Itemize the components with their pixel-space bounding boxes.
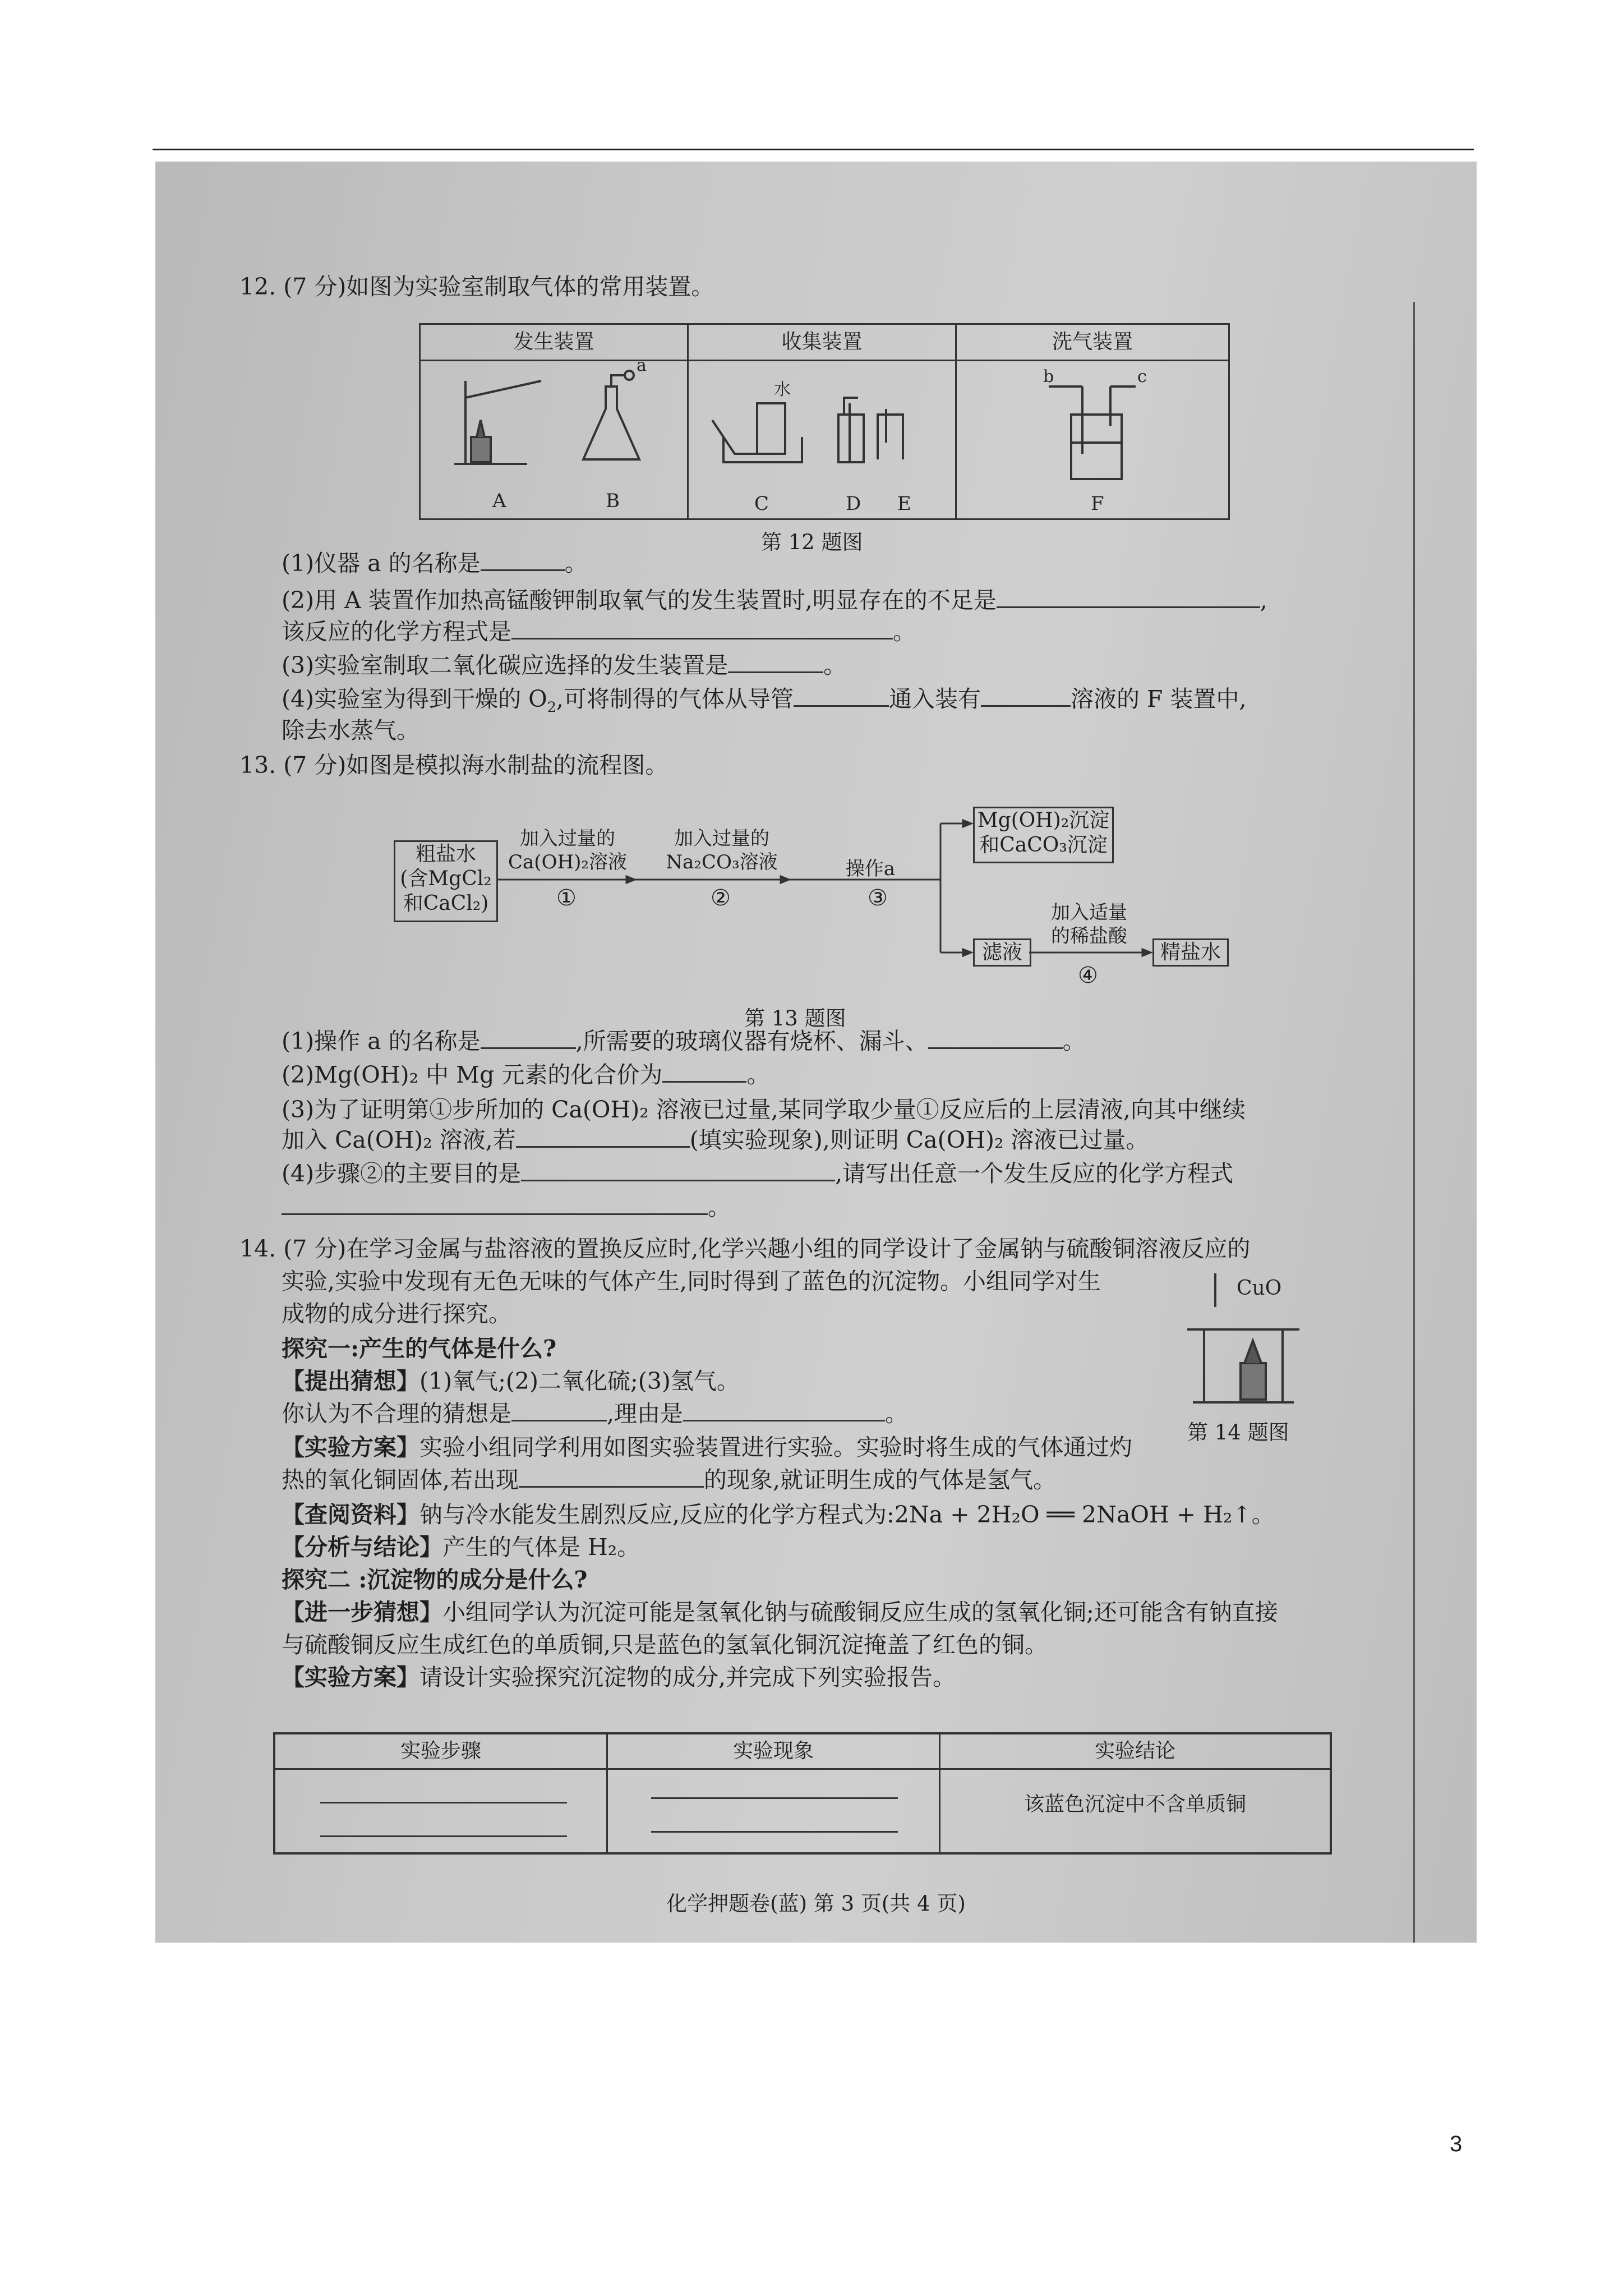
flow-step4: 加入适量 的稀盐酸 (1051, 901, 1127, 947)
report-col-conclusion: 实验结论 (1094, 1740, 1175, 1763)
q14-plan1: 实验小组同学利用如图实验装置进行实验。实验时将生成的气体通过灼 (419, 1434, 1132, 1461)
page-number: 3 (1450, 2132, 1463, 2156)
q13-p2: (2)Mg(OH)₂ 中 Mg 元素的化合价为 (282, 1061, 663, 1088)
q12-blank6 (981, 684, 1071, 707)
flow-num2: ② (711, 885, 731, 911)
q13-header: 13. (7 分)如图是模拟海水制盐的流程图。 (239, 752, 668, 779)
col-collection: 收集装置 (689, 325, 955, 361)
q12-p3: (3)实验室制取二氧化碳应选择的发生装置是 (282, 652, 728, 679)
q12-p2a: (2)用 A 装置作加热高锰酸钾制取氧气的发生装置时,明显存在的不足是 (282, 587, 997, 614)
q14-caption: 第 14 题图 (1187, 1420, 1289, 1444)
report-col-phenomena: 实验现象 (732, 1740, 814, 1763)
q13-p1b: ,所需要的玻璃仪器有烧杯、漏斗、 (575, 1028, 928, 1055)
q13-p1a: (1)操作 a 的名称是 (282, 1028, 481, 1055)
label-a: a (637, 356, 647, 375)
label-D: D (846, 493, 861, 515)
flow-num1: ① (556, 885, 577, 911)
q14-report-table (273, 1732, 1332, 1855)
q14-guess-text: (1)氧气;(2)二氧化硫;(3)氢气。 (419, 1368, 740, 1395)
report-col-steps: 实验步骤 (400, 1740, 481, 1763)
q14-plan-tag: 【实验方案】 (282, 1434, 419, 1461)
q14-plan2-text: 请设计实验探究沉淀物的成分,并完成下列实验报告。 (419, 1664, 956, 1691)
flow-num4: ④ (1078, 963, 1098, 988)
q14-g2a: 你认为不合理的猜想是 (282, 1400, 511, 1427)
q14-plan2a: 热的氧化铜固体,若出现 (282, 1466, 519, 1493)
q12-p4e: 除去水蒸气。 (282, 717, 419, 744)
label-water: 水 (774, 380, 791, 399)
margin-line (1413, 302, 1415, 1943)
label-F: F (1091, 493, 1104, 515)
q12-p4c: 通入装有 (888, 685, 981, 712)
q14-section1: 探究一:产生的气体是什么? (282, 1335, 557, 1362)
flow-start-box: 粗盐水 (含MgCl₂ 和CaCl₂) (394, 840, 498, 922)
q12-apparatus-figure (421, 325, 1228, 518)
label-cuo: CuO (1237, 1277, 1282, 1300)
q13-blank3 (662, 1060, 746, 1083)
q12-blank1 (481, 548, 565, 571)
q12-p4d: 溶液的 F 装置中, (1070, 685, 1247, 712)
flow-num3: ③ (868, 885, 888, 911)
label-A: A (492, 490, 506, 512)
q13-blank4 (516, 1125, 690, 1148)
col-washing: 洗气装置 (957, 325, 1228, 361)
q13-p3a: (3)为了证明第①步所加的 Ca(OH)₂ 溶液已过量,某同学取少量①反应后的上层清液,向其中继续 (282, 1096, 1246, 1123)
report-conclusion-text: 该蓝色沉淀中不含单质铜 (1023, 1793, 1246, 1816)
q13-blank5 (521, 1158, 835, 1181)
q14-section2: 探究二 :沉淀物的成分是什么? (282, 1566, 588, 1593)
report-blank-phen2[interactable] (651, 1831, 898, 1833)
label-B: B (606, 490, 620, 512)
q12-p4b: ,可将制得的气体从导管 (556, 685, 794, 712)
flow-step1: 加入过量的 Ca(OH)₂溶液 (508, 827, 627, 873)
q14-ana-text: 产生的气体是 H₂。 (442, 1534, 640, 1561)
label-c: c (1137, 367, 1147, 386)
q14-guess-tag: 【提出猜想】 (282, 1368, 419, 1395)
q13-p4b: ,请写出任意一个发生反应的化学方程式 (835, 1160, 1234, 1187)
col-generation: 发生装置 (421, 325, 687, 361)
q12-p4a: (4)实验室为得到干燥的 O (282, 685, 547, 712)
flow-step3: 操作a (845, 858, 896, 880)
q14-line2: 实验,实验中发现有无色无味的气体产生,同时得到了蓝色的沉淀物。小组同学对生 (282, 1268, 1101, 1295)
q12-caption: 第 12 题图 (761, 530, 863, 554)
q14-blank3 (519, 1465, 704, 1488)
label-b: b (1043, 367, 1054, 386)
q13-p4a: (4)步骤②的主要目的是 (282, 1160, 522, 1187)
q13-flow-arrows (380, 795, 1277, 975)
label-E: E (897, 493, 911, 515)
q12-blank5 (794, 684, 889, 707)
q14-blank2 (683, 1398, 885, 1421)
q14-ref-text: 钠与冷水能发生剧烈反应,反应的化学方程式为:2Na + 2H₂O ══ 2NaOH + H₂↑。 (419, 1501, 1275, 1528)
q13-p3c: (填实验现象),则证明 Ca(OH)₂ 溶液已过量。 (689, 1126, 1149, 1153)
q13-caption: 第 13 题图 (744, 1006, 846, 1030)
q14-ref-tag: 【查阅资料】 (282, 1501, 419, 1528)
report-blank-step2[interactable] (320, 1835, 567, 1837)
q13-blank6 (282, 1192, 708, 1215)
q12-blank3 (511, 616, 893, 639)
flow-precipitate-box: Mg(OH)₂沉淀 和CaCO₃沉淀 (973, 807, 1114, 863)
q14-plan2b: 的现象,就证明生成的气体是氢气。 (704, 1466, 1057, 1493)
q14-fur1: 小组同学认为沉淀可能是氢氧化钠与硫酸铜反应生成的氢氧化铜;还可能含有钠直接 (442, 1599, 1278, 1626)
q12-p1: (1)仪器 a 的名称是 (282, 550, 481, 577)
q12-blank2 (997, 585, 1260, 608)
top-rule (153, 149, 1474, 150)
report-blank-step1[interactable] (320, 1802, 567, 1803)
q12-apparatus-table (419, 323, 1230, 520)
q14-ana-tag: 【分析与结论】 (282, 1534, 442, 1561)
q14-g2b: ,理由是 (607, 1400, 684, 1427)
flow-filtrate-box: 滤液 (973, 938, 1031, 967)
q14-apparatus-figure (1182, 1262, 1305, 1408)
q14-plan2-tag: 【实验方案】 (282, 1664, 419, 1691)
q14-line3: 成物的成分进行探究。 (282, 1300, 511, 1327)
q13-p3b: 加入 Ca(OH)₂ 溶液,若 (282, 1126, 516, 1153)
report-blank-phen1[interactable] (651, 1797, 898, 1799)
exam-footer: 化学押题卷(蓝) 第 3 页(共 4 页) (666, 1892, 966, 1916)
q13-blank1 (481, 1026, 576, 1049)
q13-blank2 (928, 1026, 1063, 1049)
q14-line1: 14. (7 分)在学习金属与盐溶液的置换反应时,化学兴趣小组的同学设计了金属钠与硫酸铜溶液反应的 (239, 1235, 1251, 1262)
q14-blank1 (511, 1398, 607, 1421)
label-C: C (754, 493, 769, 515)
q12-header: 12. (7 分)如图为实验室制取气体的常用装置。 (239, 273, 714, 300)
flow-end-box: 精盐水 (1152, 938, 1229, 967)
q14-fur-tag: 【进一步猜想】 (282, 1599, 442, 1626)
q12-p2b: 该反应的化学方程式是 (282, 618, 511, 645)
flow-step2: 加入过量的 Na₂CO₃溶液 (666, 827, 778, 873)
q14-fur2: 与硫酸铜反应生成红色的单质铜,只是蓝色的氢氧化铜沉淀掩盖了红色的铜。 (282, 1631, 1048, 1658)
q12-blank4 (728, 650, 823, 673)
exam-photo: 12. (7 分)如图为实验室制取气体的常用装置。 发生装置 收集装置 洗气装置 A B a 水 C D E b c F 第 12 题图 (1)仪器 a 的名称是 。 (2)用 A 装置作加热高锰酸钾制取氧气的发生装置时,明显存在的不足是 , 该反应的化学方程式是 。 (3)实验室制取二氧化碳应选择的发生装置是 。 (4)实验室为得到干燥的 $O_2$,可将制得的气体从导管 通入装有 溶液的 F 装置中, 除去水蒸气。 13. (7 分)如图是模拟海水制盐的流程图。 粗盐水 (含MgCl₂ 和CaCl₂) 加入过量的 Ca(OH)₂溶液 ① 加入过量的 Na₂CO₃溶液 ② 操作a ③ Mg(OH)₂沉淀 和CaCO₃沉淀 滤液 加入适量 的稀盐酸 ④ 精盐水 第 13 题图 (1)操作 a 的名称是 ,所需要的玻璃仪器有烧杯、漏斗、 。 (2)Mg(OH)₂ 中 Mg 元素的化合价为 。 (3)为了证明第①步所加的 Ca(OH)₂ 溶液已过量,某同学取少量①反应后的上层清液,向其中继续 加入 Ca(OH)₂ 溶液,若 (填实验现象),则证明 Ca(OH)₂ 溶液已过量。 (4)步骤②的主要目的是 ,请写出任意一个发生反应的化学方程式 。 14. (7 分)在学习金属与盐溶液的置换反应时,化学兴趣小组的同学设计了金属钠与硫酸铜溶液反应的 实验,实验中发现有无色无味的气体产生,同时得到了蓝色的沉淀物。小组同学对生 成物的成分进行探究。 CuO 第 14 题图 探究一:产生的气体是什么? 【提出猜想】(1)氧气;(2)二氧化硫;(3)氢气。 你认为不合理的猜想是 ,理由是 。 【实验方案】实验小组同学利用如图实验装置进行实验。实验时将生成的气体通过灼 热的氧化铜固体,若出现 的现象,就证明生成的气体是氢气。 【查阅资料】钠与冷水能发生剧烈反应,反应的化学方程式为:2Na + 2H₂O ══ 2NaOH + H₂↑。 【分析与结论】产生的气体是 H₂。 探究二 :沉淀物的成分是什么? 【进一步猜想】小组同学认为沉淀可能是氢氧化钠与硫酸铜反应生成的氢氧化铜;还可能含有钠直接 与硫酸铜反应生成红色的单质铜,只是蓝色的氢氧化铜沉淀掩盖了红色的铜。 【实验方案】请设计实验探究沉淀物的成分,并完成下列实验报告。 实验步骤 实验现象 实验结论 该蓝色沉淀中不含单质铜 化学押题卷(蓝) 第 3 页(共 4 页) (155, 162, 1477, 1943)
